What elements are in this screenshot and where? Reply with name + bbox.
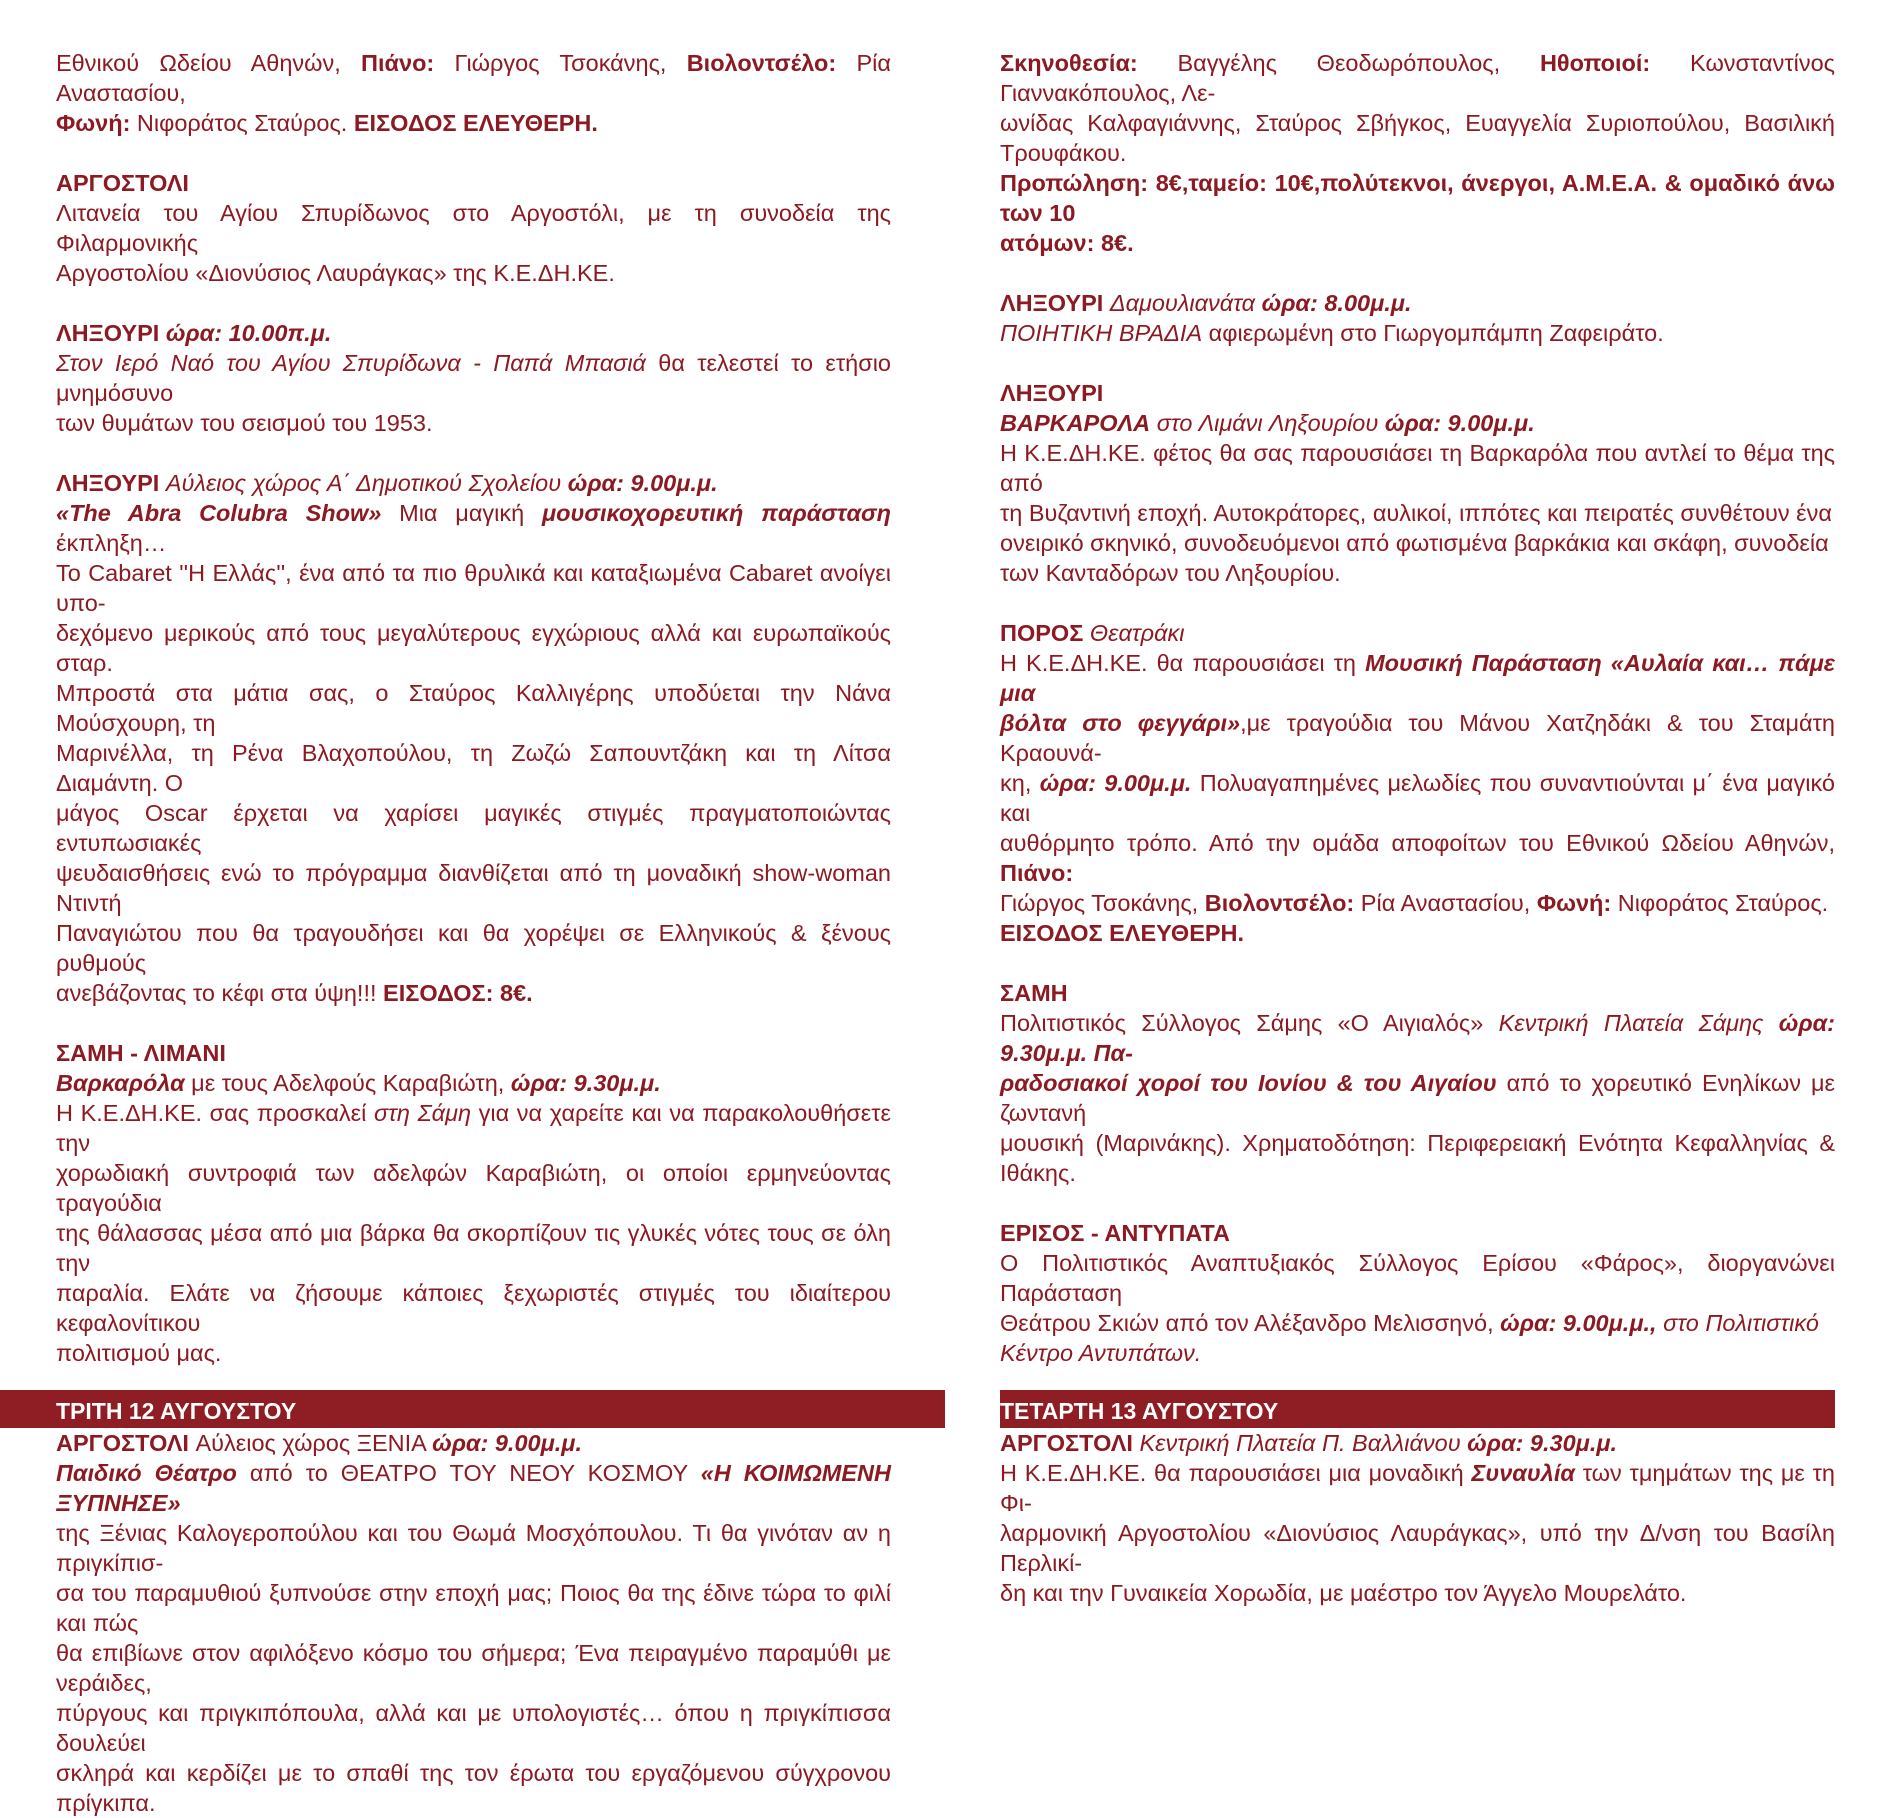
text-run: ώρα: 9.30μ.μ. <box>1467 1430 1618 1456</box>
text-run: Αργοστολίου «Διονύσιος Λαυράγκας» της Κ.Ε.ΔΗ.ΚΕ. <box>56 260 615 286</box>
text-run: παραλία. Ελάτε να ζήσουμε κάποιες ξεχωριστές στιγμές του ιδιαίτερου κεφαλονίτικου <box>56 1280 891 1336</box>
text-run: ωνίδας Καλφαγιάννης, Σταύρος Σβήγκος, Ευαγγελία Συριοπούλου, Βασιλική Τρουφάκου. <box>1000 110 1835 166</box>
text-run: «The Abra Colubra Show» <box>56 500 382 526</box>
event-entry <box>56 48 891 138</box>
text-line <box>1000 48 1835 108</box>
text-run: θα τελεστεί το ετήσιο μνημόσυνο <box>56 350 892 406</box>
text-line <box>56 1698 891 1758</box>
text-run: Βαγγέλης Θεοδωρόπουλος, <box>1137 50 1540 76</box>
text-line <box>1000 1428 1835 1458</box>
text-run: ΕΡΙΣΟΣ - ΑΝΤΥΠΑΤΑ <box>1000 1220 1230 1246</box>
text-run: ΑΡΓΟΣΤΟΛΙ <box>1000 1430 1140 1456</box>
text-run: σα του παραμυθιού ξυπνούσε στην εποχή μας; Ποιος θα της έδινε τώρα το φιλί και πώς <box>56 1580 891 1636</box>
text-run: αυθόρμητο τρόπο. Από την ομάδα αποφοίτων του Εθνικού Ωδείου Αθηνών, <box>1000 830 1835 856</box>
text-line <box>56 1278 891 1338</box>
text-line <box>56 1428 891 1458</box>
text-run: Ηθοποιοί: <box>1539 50 1651 76</box>
text-run: με τους Αδελφούς Καραβιώτη, <box>184 1070 511 1096</box>
text-line <box>1000 618 1835 648</box>
text-line <box>1000 828 1835 888</box>
text-run: κη, <box>1000 770 1040 796</box>
text-run: Θεατράκι <box>1089 620 1185 646</box>
text-line <box>1000 318 1835 348</box>
text-run: Βιολοντσέλο: <box>1204 890 1355 916</box>
text-run: στη Σάμη <box>373 1100 472 1126</box>
text-run: μάγος Oscar έρχεται να χαρίσει μαγικές στιγμές πραγματοποιώντας εντυπωσιακές <box>56 800 891 856</box>
text-run: ατόμων: 8€. <box>1000 230 1134 256</box>
text-run: βόλτα στο φεγγάρι» <box>1000 710 1241 736</box>
text-line <box>56 978 891 1008</box>
text-run: ώρα: 9.00μ.μ. <box>1039 770 1192 796</box>
text-line <box>1000 888 1835 918</box>
text-line <box>56 858 891 918</box>
text-run: στο Πολιτιστικό <box>1656 1310 1819 1336</box>
text-run: Κεντρική Πλατεία Π. Βαλλιάνου <box>1139 1430 1468 1456</box>
text-run: ΑΡΓΟΣΤΟΛΙ <box>56 1430 196 1456</box>
text-line <box>1000 498 1835 528</box>
text-run: ψευδαισθήσεις ενώ το πρόγραμμα διανθίζεται από τη μοναδική show-woman Ντιντή <box>56 860 891 916</box>
text-run: ώρα: 9.30μ.μ. <box>510 1070 661 1096</box>
text-line <box>56 48 891 108</box>
text-run: Μαρινέλλα, τη Ρένα Βλαχοπούλου, τη Ζωζώ Σαπουντζάκη και τη Λίτσα Διαμάντη. Ο <box>56 740 891 796</box>
text-line <box>56 198 891 258</box>
text-run: Μια μαγική <box>381 500 542 526</box>
text-line <box>56 1158 891 1218</box>
text-run: Προπώληση: 8€,ταμείο: 10€,πολύτεκνοι, άνεργοι, Α.Μ.Ε.Α. & ομαδικό άνω των 10 <box>1000 170 1835 226</box>
text-line <box>56 1068 891 1098</box>
text-line <box>56 468 891 498</box>
text-run: ΛΗΞΟΥΡΙ <box>56 320 166 346</box>
event-entry <box>1000 618 1835 948</box>
text-run: ,με τραγούδια του Μάνου Χατζηδάκι & του Σταμάτη Κραουνά- <box>1000 710 1835 766</box>
text-line <box>1000 918 1835 948</box>
text-line <box>1000 1008 1835 1068</box>
text-line <box>1000 1248 1835 1308</box>
text-run: Πιάνο: <box>361 50 435 76</box>
text-run: από το ΘΕΑΤΡΟ ΤΟΥ ΝΕΟΥ ΚΟΣΜΟΥ <box>236 1460 701 1486</box>
text-line <box>1000 378 1835 408</box>
text-run: δεχόμενο μερικούς από τους μεγαλύτερους εγχώριους αλλά και ευρωπαϊκούς σταρ. <box>56 620 891 676</box>
text-line <box>1000 1068 1835 1128</box>
text-run: Αύλειος χώρος ΞΕΝΙΑ <box>195 1430 433 1456</box>
text-run: Λιτανεία του Αγίου Σπυρίδωνος στο Αργοστόλι, με τη συνοδεία της Φιλαρμονικής <box>56 200 891 256</box>
text-line <box>56 1338 891 1368</box>
text-run: Συναυλία <box>1471 1460 1575 1486</box>
text-line <box>56 1458 891 1518</box>
text-run: Φωνή: <box>1536 890 1612 916</box>
day-header-label: ΤΡΙΤΗ 12 ΑΥΓΟΥΣΤΟΥ <box>56 1398 297 1424</box>
text-run: ΣΑΜΗ - ΛΙΜΑΝΙ <box>56 1040 226 1066</box>
text-line <box>56 1098 891 1158</box>
text-run: Η Κ.Ε.ΔΗ.ΚΕ. φέτος θα σας παρουσιάσει τη Βαρκαρόλα που αντλεί το θέμα της από <box>1000 440 1835 496</box>
text-run: ΠΟΡΟΣ <box>1000 620 1090 646</box>
day-header-band <box>0 1390 945 1428</box>
text-run: Παιδικό Θέατρο <box>56 1460 237 1486</box>
text-line <box>1000 1218 1835 1248</box>
event-entry <box>56 168 891 288</box>
text-run: Ρία Αναστασίου, <box>56 50 891 106</box>
text-line <box>1000 288 1835 318</box>
text-run: Φωνή: <box>56 110 131 136</box>
text-run: ΑΡΓΟΣΤΟΛΙ <box>56 170 189 196</box>
text-line <box>1000 978 1835 1008</box>
text-line <box>56 738 891 798</box>
text-run: Νιφοράτος Σταύρος. <box>130 110 354 136</box>
text-run: θα επιβίωνε στον αφιλόξενο κόσμο του σήμερα; Ένα πειραγμένο παραμύθι με νεράιδες, <box>56 1640 891 1696</box>
event-entry <box>56 318 891 438</box>
right-column <box>1000 48 1835 1608</box>
day-header-band <box>1000 1390 1835 1428</box>
text-run: Πολυαγαπημένες μελωδίες που συναντιούνται μ΄ ένα μαγικό και <box>1000 770 1835 826</box>
day-header-label: ΤΕΤΑΡΤΗ 13 ΑΥΓΟΥΣΤΟΥ <box>1000 1398 1279 1424</box>
text-line <box>56 1518 891 1578</box>
text-run: Μουσική Παράσταση «Αυλαία και… πάμε μια <box>1000 650 1835 706</box>
text-line <box>1000 168 1835 228</box>
text-run: ΣΑΜΗ <box>1000 980 1068 1006</box>
text-run: Κωνσταντίνος Γιαννακόπουλος, Λε- <box>1000 50 1835 106</box>
text-line <box>56 408 891 438</box>
text-run: Η Κ.Ε.ΔΗ.ΚΕ. σας προσκαλεί <box>56 1100 374 1126</box>
text-run: Παναγιώτου που θα τραγουδήσει και θα χορέψει σε Ελληνικούς & ξένους ρυθμούς <box>56 920 891 976</box>
text-run: Νιφοράτος Σταύρος. <box>1611 890 1829 916</box>
text-run: ώρα: 9.30μ.μ. Πα- <box>1000 1010 1835 1066</box>
text-line <box>1000 558 1835 588</box>
text-line <box>56 498 891 558</box>
text-run: στο Λιμάνι Ληξουρίου <box>1150 410 1385 436</box>
event-entry <box>56 468 891 1008</box>
text-run: Γιώργος Τσοκάνης, <box>434 50 687 76</box>
text-run: μουσική (Μαρινάκης). Χρηματοδότηση: Περιφερειακή Ενότητα Κεφαλληνίας & Ιθάκης. <box>1000 1130 1835 1186</box>
text-run: Εθνικού Ωδείου Αθηνών, <box>56 50 362 76</box>
text-run: Κέντρο Αντυπάτων. <box>1000 1340 1202 1366</box>
text-run: Σκηνοθεσία: <box>1000 50 1138 76</box>
text-line <box>56 348 891 408</box>
text-run: σκληρά και κερδίζει με το σπαθί της τον έρωτα του εργαζόμενου σύγχρονου πρίγκιπα. <box>56 1760 891 1816</box>
text-line <box>56 618 891 678</box>
text-run: ΒΑΡΚΑΡΟΛΑ <box>1000 410 1151 436</box>
text-run: ΛΗΞΟΥΡΙ <box>56 470 166 496</box>
text-run: ώρα: 9.00μ.μ., <box>1500 1310 1657 1336</box>
text-run: ώρα: 10.00π.μ. <box>165 320 332 346</box>
text-run: Στον Ιερό Ναό του Αγίου Σπυρίδωνα - Παπά Μπασιά <box>56 350 646 376</box>
text-line <box>1000 528 1835 558</box>
text-line <box>56 1218 891 1278</box>
text-line <box>56 108 891 138</box>
text-line <box>1000 648 1835 708</box>
text-run: έκπληξη… <box>56 530 167 556</box>
text-run: ΕΙΣΟΔΟΣ ΕΛΕΥΘΕΡΗ. <box>1000 920 1245 946</box>
text-run: δη και την Γυναικεία Χορωδία, με μαέστρο τον Άγγελο Μουρελάτο. <box>1000 1580 1687 1606</box>
text-line <box>1000 1458 1835 1518</box>
text-line <box>1000 108 1835 168</box>
text-run: λαρμονική Αργοστολίου «Διονύσιος Λαυράγκας», υπό την Δ/νση του Βασίλη Περλικί- <box>1000 1520 1835 1576</box>
text-run: Η Κ.Ε.ΔΗ.ΚΕ. θα παρουσιάσει τη <box>1000 650 1366 676</box>
text-line <box>1000 1578 1835 1608</box>
event-entry <box>1000 48 1835 258</box>
text-line <box>1000 768 1835 828</box>
text-run: ΕΙΣΟΔΟΣ: 8€. <box>383 980 533 1006</box>
text-run: τη Βυζαντινή εποχή. Αυτοκράτορες, αυλικοί, ιππότες και πειρατές συνθέτουν ένα <box>1000 500 1832 526</box>
text-run: Ρία Αναστασίου, <box>1354 890 1537 916</box>
text-run: της Ξένιας Καλογεροπούλου και του Θωμά Μοσχόπουλου. Τι θα γινόταν αν η πριγκίπισ- <box>56 1520 891 1576</box>
text-line <box>56 798 891 858</box>
text-line <box>56 918 891 978</box>
event-entry <box>1000 1428 1835 1608</box>
text-line <box>56 168 891 198</box>
text-run: πολιτισμού μας. <box>56 1340 222 1366</box>
text-line <box>1000 228 1835 258</box>
text-run: για να χαρείτε και να παρακολουθήσετε την <box>56 1100 891 1156</box>
text-run: Αύλειος χώρος Α΄ Δημοτικού Σχολείου <box>165 470 568 496</box>
text-run: Μπροστά στα μάτια σας, ο Σταύρος Καλλιγέρης υποδύεται την Νάνα Μούσχουρη, τη <box>56 680 891 736</box>
event-entry <box>56 1038 891 1368</box>
text-run: ώρα: 9.00μ.μ. <box>567 470 718 496</box>
text-run: πύργους και πριγκιπόπουλα, αλλά και με υπολογιστές… όπου η πριγκίπισσα δουλεύει <box>56 1700 891 1756</box>
text-run: Πιάνο: <box>1000 860 1074 886</box>
text-line <box>1000 408 1835 438</box>
text-run: των θυμάτων του σεισμού του 1953. <box>56 410 433 436</box>
text-line <box>56 318 891 348</box>
text-run: ώρα: 9.00μ.μ. <box>432 1430 582 1456</box>
left-column <box>56 48 891 1818</box>
text-run: Η Κ.Ε.ΔΗ.ΚΕ. θα παρουσιάσει μια μοναδική <box>1000 1460 1472 1486</box>
text-line <box>1000 1128 1835 1188</box>
event-entry <box>1000 378 1835 588</box>
event-entry <box>1000 288 1835 348</box>
text-line <box>56 1038 891 1068</box>
text-run: ΠΟΙΗΤΙΚΗ ΒΡΑΔΙΑ <box>1000 320 1203 346</box>
text-run: Γιώργος Τσοκάνης, <box>1000 890 1205 916</box>
text-run: από το χορευτικό Ενηλίκων με ζωντανή <box>1000 1070 1835 1126</box>
text-line <box>56 678 891 738</box>
event-entry <box>1000 1218 1835 1368</box>
text-run: ώρα: 8.00μ.μ. <box>1261 290 1412 316</box>
text-run: Το Cabaret ''Η Ελλάς'', ένα από τα πιο θρυλικά και καταξιωμένα Cabaret ανοίγει υπο- <box>56 560 891 616</box>
text-run: των Κανταδόρων του Ληξουρίου. <box>1000 560 1341 586</box>
text-run: Θεάτρου Σκιών από τον Αλέξανδρο Μελισσηνό, <box>1000 1310 1501 1336</box>
text-line <box>1000 1338 1835 1368</box>
text-run: μουσικοχορευτική παράσταση <box>541 500 891 526</box>
text-run: ΛΗΞΟΥΡΙ <box>1000 380 1104 406</box>
text-run: των τμημάτων της με τη Φι- <box>1000 1460 1836 1516</box>
text-line <box>56 258 891 288</box>
text-run: ανεβάζοντας το κέφι στα ύψη!!! <box>56 980 384 1006</box>
text-run: χορωδιακή συντροφιά των αδελφών Καραβιώτη, οι οποίοι ερμηνεύοντας τραγούδια <box>56 1160 891 1216</box>
text-line <box>56 1638 891 1698</box>
text-line <box>56 558 891 618</box>
event-entry <box>56 1428 891 1818</box>
text-line <box>1000 438 1835 498</box>
text-run: ΛΗΞΟΥΡΙ <box>1000 290 1110 316</box>
text-run: Κεντρική Πλατεία Σάμης <box>1498 1010 1779 1036</box>
text-line <box>56 1578 891 1638</box>
text-line <box>1000 708 1835 768</box>
text-run: ΕΙΣΟΔΟΣ ΕΛΕΥΘΕΡΗ. <box>353 110 598 136</box>
text-run: ονειρικό σκηνικό, συνοδευόμενοι από φωτισμένα βαρκάκια και σκάφη, συνοδεία <box>1000 530 1829 556</box>
text-run: Πολιτιστικός Σύλλογος Σάμης «Ο Αιγιαλός» <box>1000 1010 1499 1036</box>
text-line <box>1000 1308 1835 1338</box>
text-run: ραδοσιακοί χοροί του Ιονίου & του Αιγαίου <box>1000 1070 1497 1096</box>
event-entry <box>1000 978 1835 1188</box>
text-run: Δαμουλιανάτα <box>1109 290 1262 316</box>
text-run: Βιολοντσέλο: <box>686 50 837 76</box>
text-run: ώρα: 9.00μ.μ. <box>1384 410 1535 436</box>
text-run: «Η ΚΟΙΜΩΜΕΝΗ ΞΥΠΝΗΣΕ» <box>56 1460 891 1516</box>
text-run: αφιερωμένη στο Γιωργομπάμπη Ζαφειράτο. <box>1202 320 1664 346</box>
text-run: Ο Πολιτιστικός Αναπτυξιακός Σύλλογος Ερίσου «Φάρος», διοργανώνει Παράσταση <box>1000 1250 1835 1306</box>
text-line <box>1000 1518 1835 1578</box>
text-run: της θάλασσας μέσα από μια βάρκα θα σκορπίζουν τις γλυκές νότες τους σε όλη την <box>56 1220 891 1276</box>
text-line <box>56 1758 891 1818</box>
text-run: Βαρκαρόλα <box>56 1070 185 1096</box>
